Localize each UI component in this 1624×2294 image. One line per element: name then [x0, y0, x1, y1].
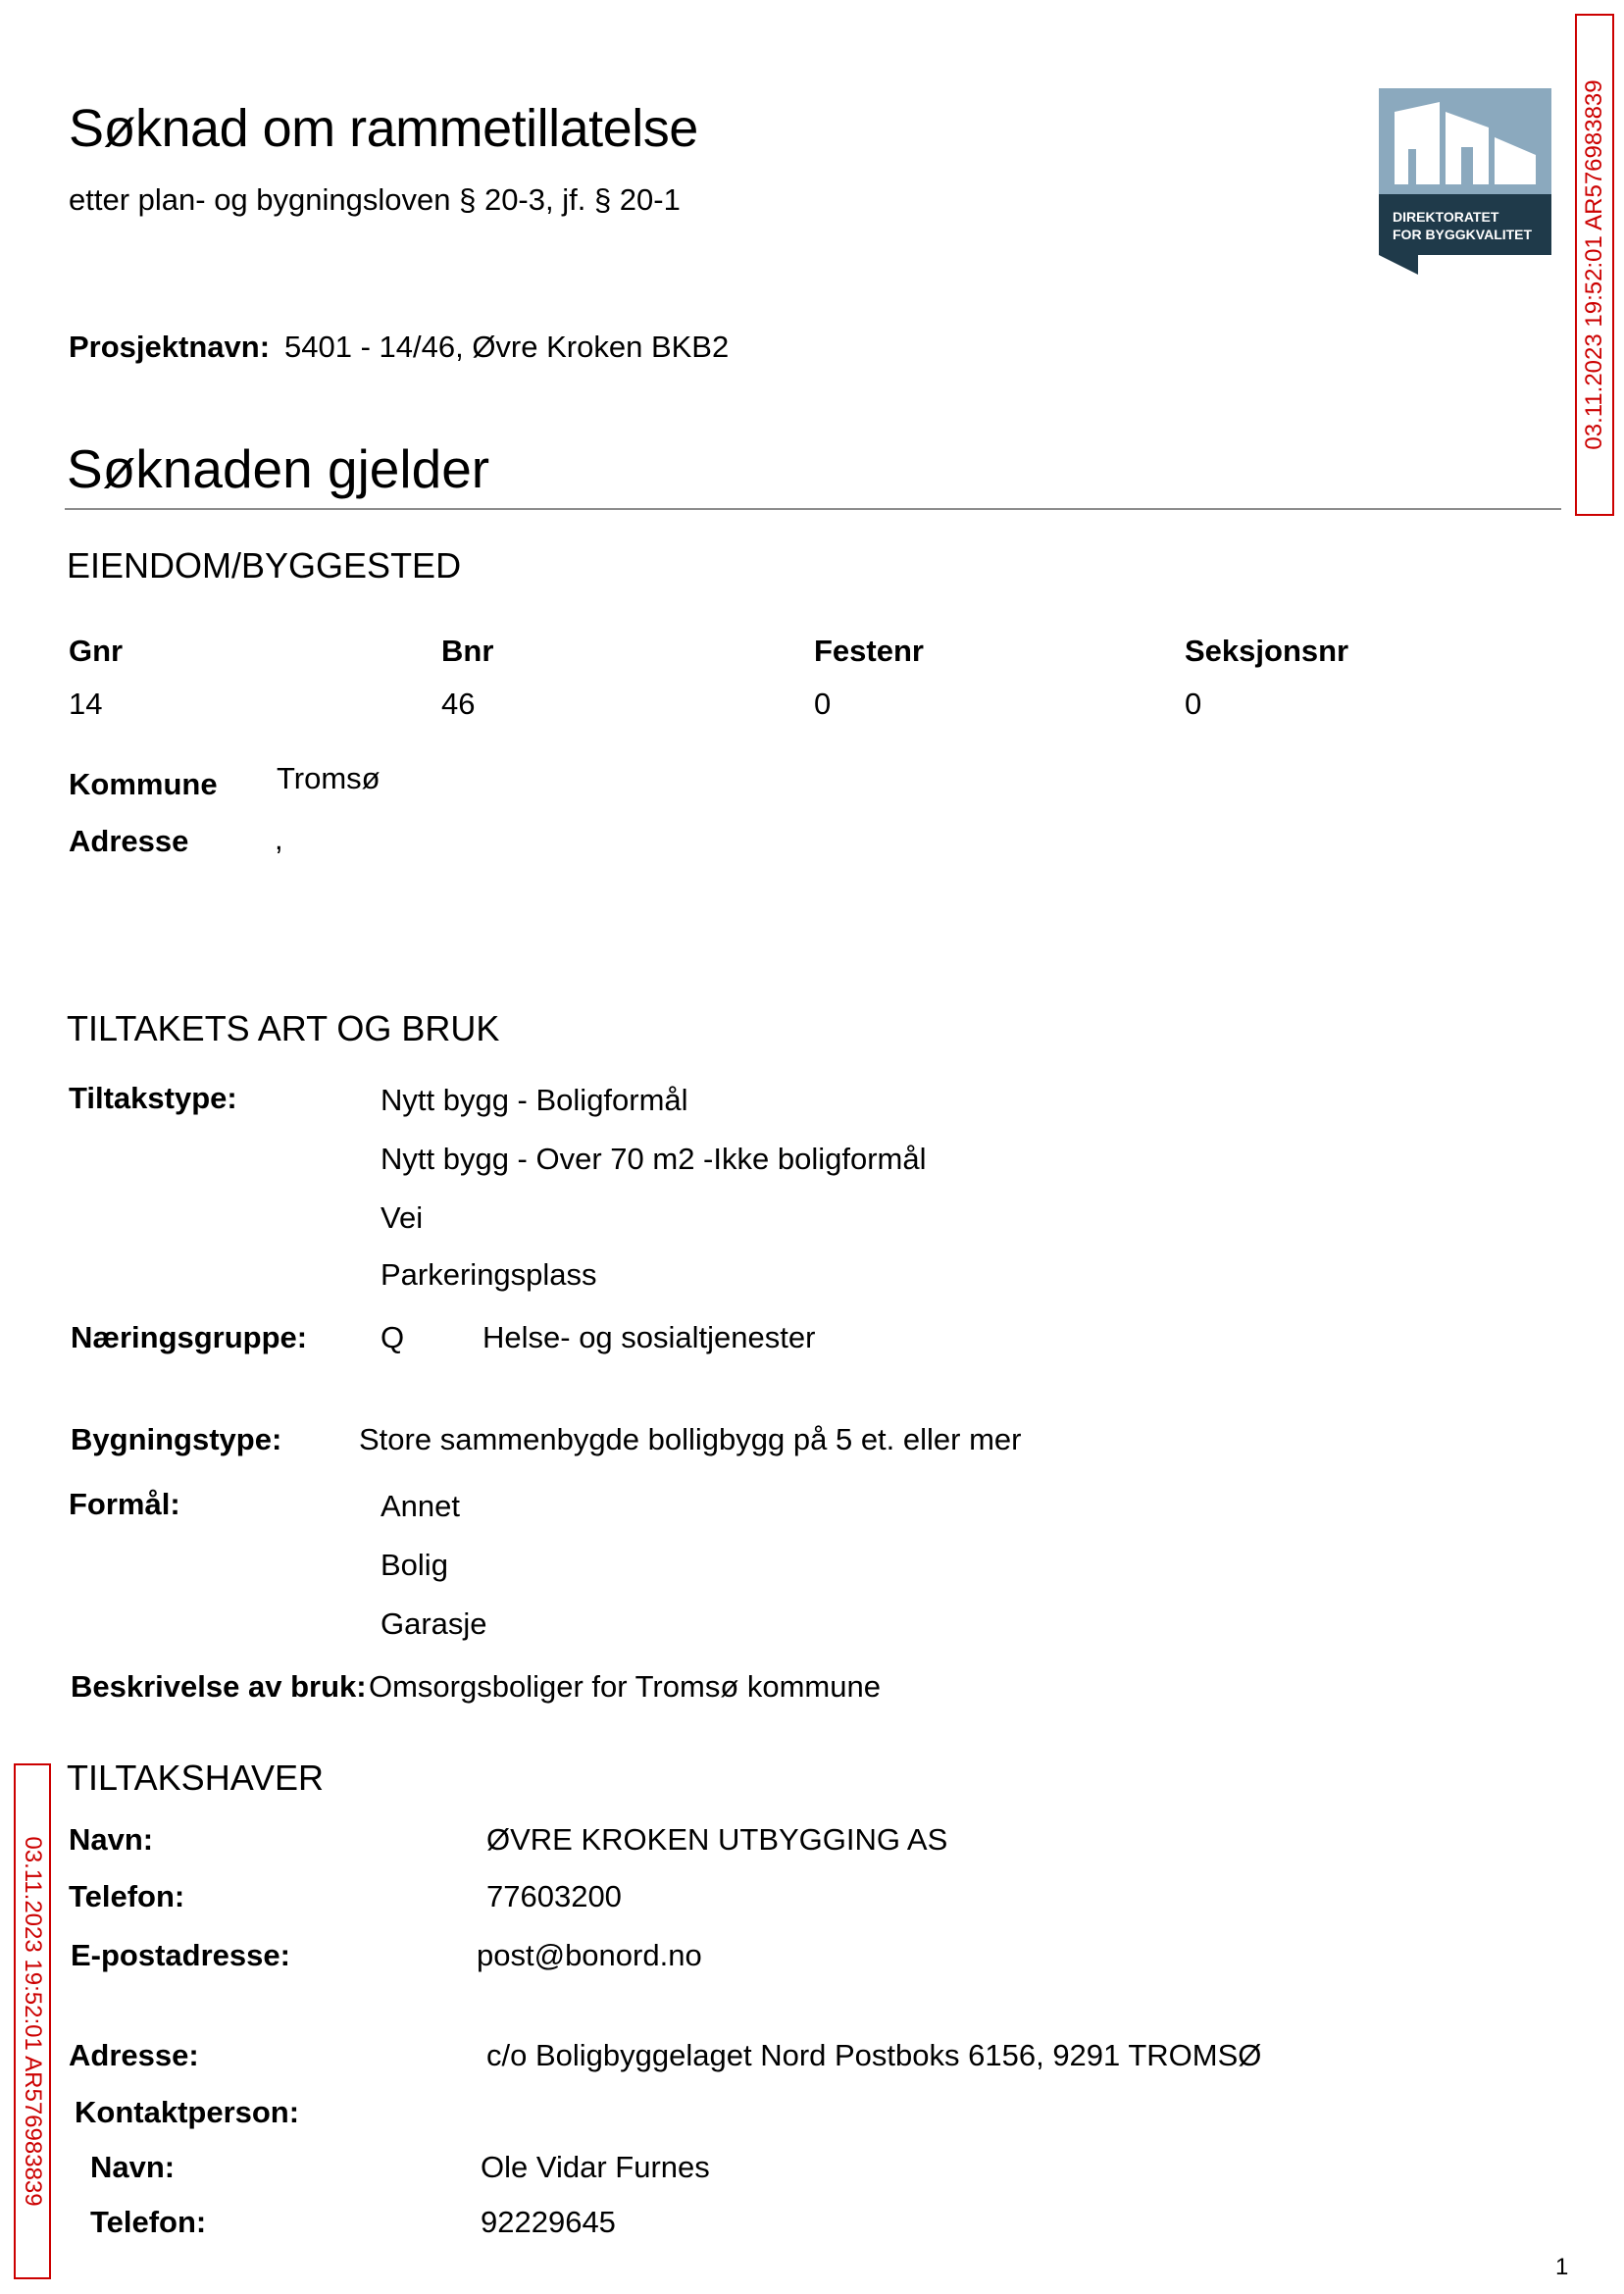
owner-email-value: post@bonord.no [477, 1938, 702, 1972]
purpose-item: Garasje [381, 1606, 487, 1641]
dibk-logo-graphic [1379, 88, 1551, 275]
owner-address-label: Adresse: [69, 2038, 199, 2072]
bnr-label: Bnr [441, 634, 494, 668]
measure-type-item: Parkeringsplass [381, 1257, 597, 1292]
purpose-label: Formål: [69, 1487, 180, 1521]
purpose-item: Bolig [381, 1548, 448, 1582]
contact-phone-value: 92229645 [481, 2205, 616, 2239]
measure-heading: TILTAKETS ART OG BRUK [67, 1008, 500, 1048]
contact-person-label: Kontaktperson: [75, 2095, 300, 2129]
project-name-value: 5401 - 14/46, Øvre Kroken BKB2 [284, 330, 730, 364]
measure-type-label: Tiltakstype: [69, 1081, 237, 1115]
industry-group-label: Næringsgruppe: [71, 1320, 308, 1354]
measure-type-item: Vei [381, 1200, 424, 1235]
document-subtitle: etter plan- og bygningsloven § 20-3, jf. § 20-1 [69, 182, 681, 217]
address-value: , [275, 822, 283, 856]
owner-address-value: c/o Boligbyggelaget Nord Postboks 6156, 9291 TROMSØ [486, 2038, 1262, 2072]
building-type-value: Store sammenbygde bolligbygg på 5 et. eller mer [359, 1422, 1022, 1456]
festenr-label: Festenr [814, 634, 924, 668]
usage-description-label: Beskrivelse av bruk: [71, 1669, 367, 1704]
festenr-value: 0 [814, 687, 832, 721]
top-right-stamp [1575, 14, 1614, 516]
owner-phone-value: 77603200 [486, 1879, 622, 1913]
contact-name-label: Navn: [90, 2150, 176, 2184]
owner-name-value: ØVRE KROKEN UTBYGGING AS [486, 1822, 948, 1857]
owner-heading: TILTAKSHAVER [67, 1758, 325, 1798]
municipality-value: Tromsø [277, 761, 381, 795]
gnr-label: Gnr [69, 634, 124, 668]
industry-group-code: Q [381, 1320, 405, 1354]
stamp-text: 03.11.2023 19:52:01 AR576983839 [20, 1836, 46, 2207]
owner-phone-label: Telefon: [69, 1879, 185, 1913]
bnr-value: 46 [441, 687, 476, 721]
contact-name-value: Ole Vidar Furnes [481, 2150, 710, 2184]
industry-group-name: Helse- og sosialtjenester [482, 1320, 816, 1354]
section-title: Søknaden gjelder [67, 438, 490, 499]
usage-description-value: Omsorgsboliger for Tromsø kommune [369, 1669, 881, 1704]
building-type-label: Bygningstype: [71, 1422, 282, 1456]
property-heading: EIENDOM/BYGGESTED [67, 545, 462, 586]
owner-email-label: E-postadresse: [71, 1938, 290, 1972]
municipality-label: Kommune [69, 767, 218, 801]
page-number: 1 [1555, 2254, 1569, 2280]
seksjonsnr-value: 0 [1185, 687, 1202, 721]
section-divider [65, 508, 1561, 510]
measure-type-item: Nytt bygg - Over 70 m2 -Ikke boligformål [381, 1142, 927, 1176]
address-label: Adresse [69, 824, 189, 858]
gnr-value: 14 [69, 687, 103, 721]
bottom-left-stamp [14, 1763, 51, 2279]
seksjonsnr-label: Seksjonsnr [1185, 634, 1349, 668]
contact-phone-label: Telefon: [90, 2205, 207, 2239]
logo-text-line2: FOR BYGGKVALITET [1393, 227, 1533, 242]
measure-type-item: Nytt bygg - Boligformål [381, 1083, 688, 1117]
stamp-text: 03.11.2023 19:52:01 AR576983839 [1581, 79, 1607, 450]
dibk-logo [1379, 88, 1551, 275]
document-title: Søknad om rammetillatelse [69, 99, 698, 158]
purpose-item: Annet [381, 1489, 461, 1523]
logo-text-line1: DIREKTORATET [1393, 209, 1499, 225]
owner-name-label: Navn: [69, 1822, 154, 1857]
project-name-label: Prosjektnavn: [69, 330, 271, 364]
